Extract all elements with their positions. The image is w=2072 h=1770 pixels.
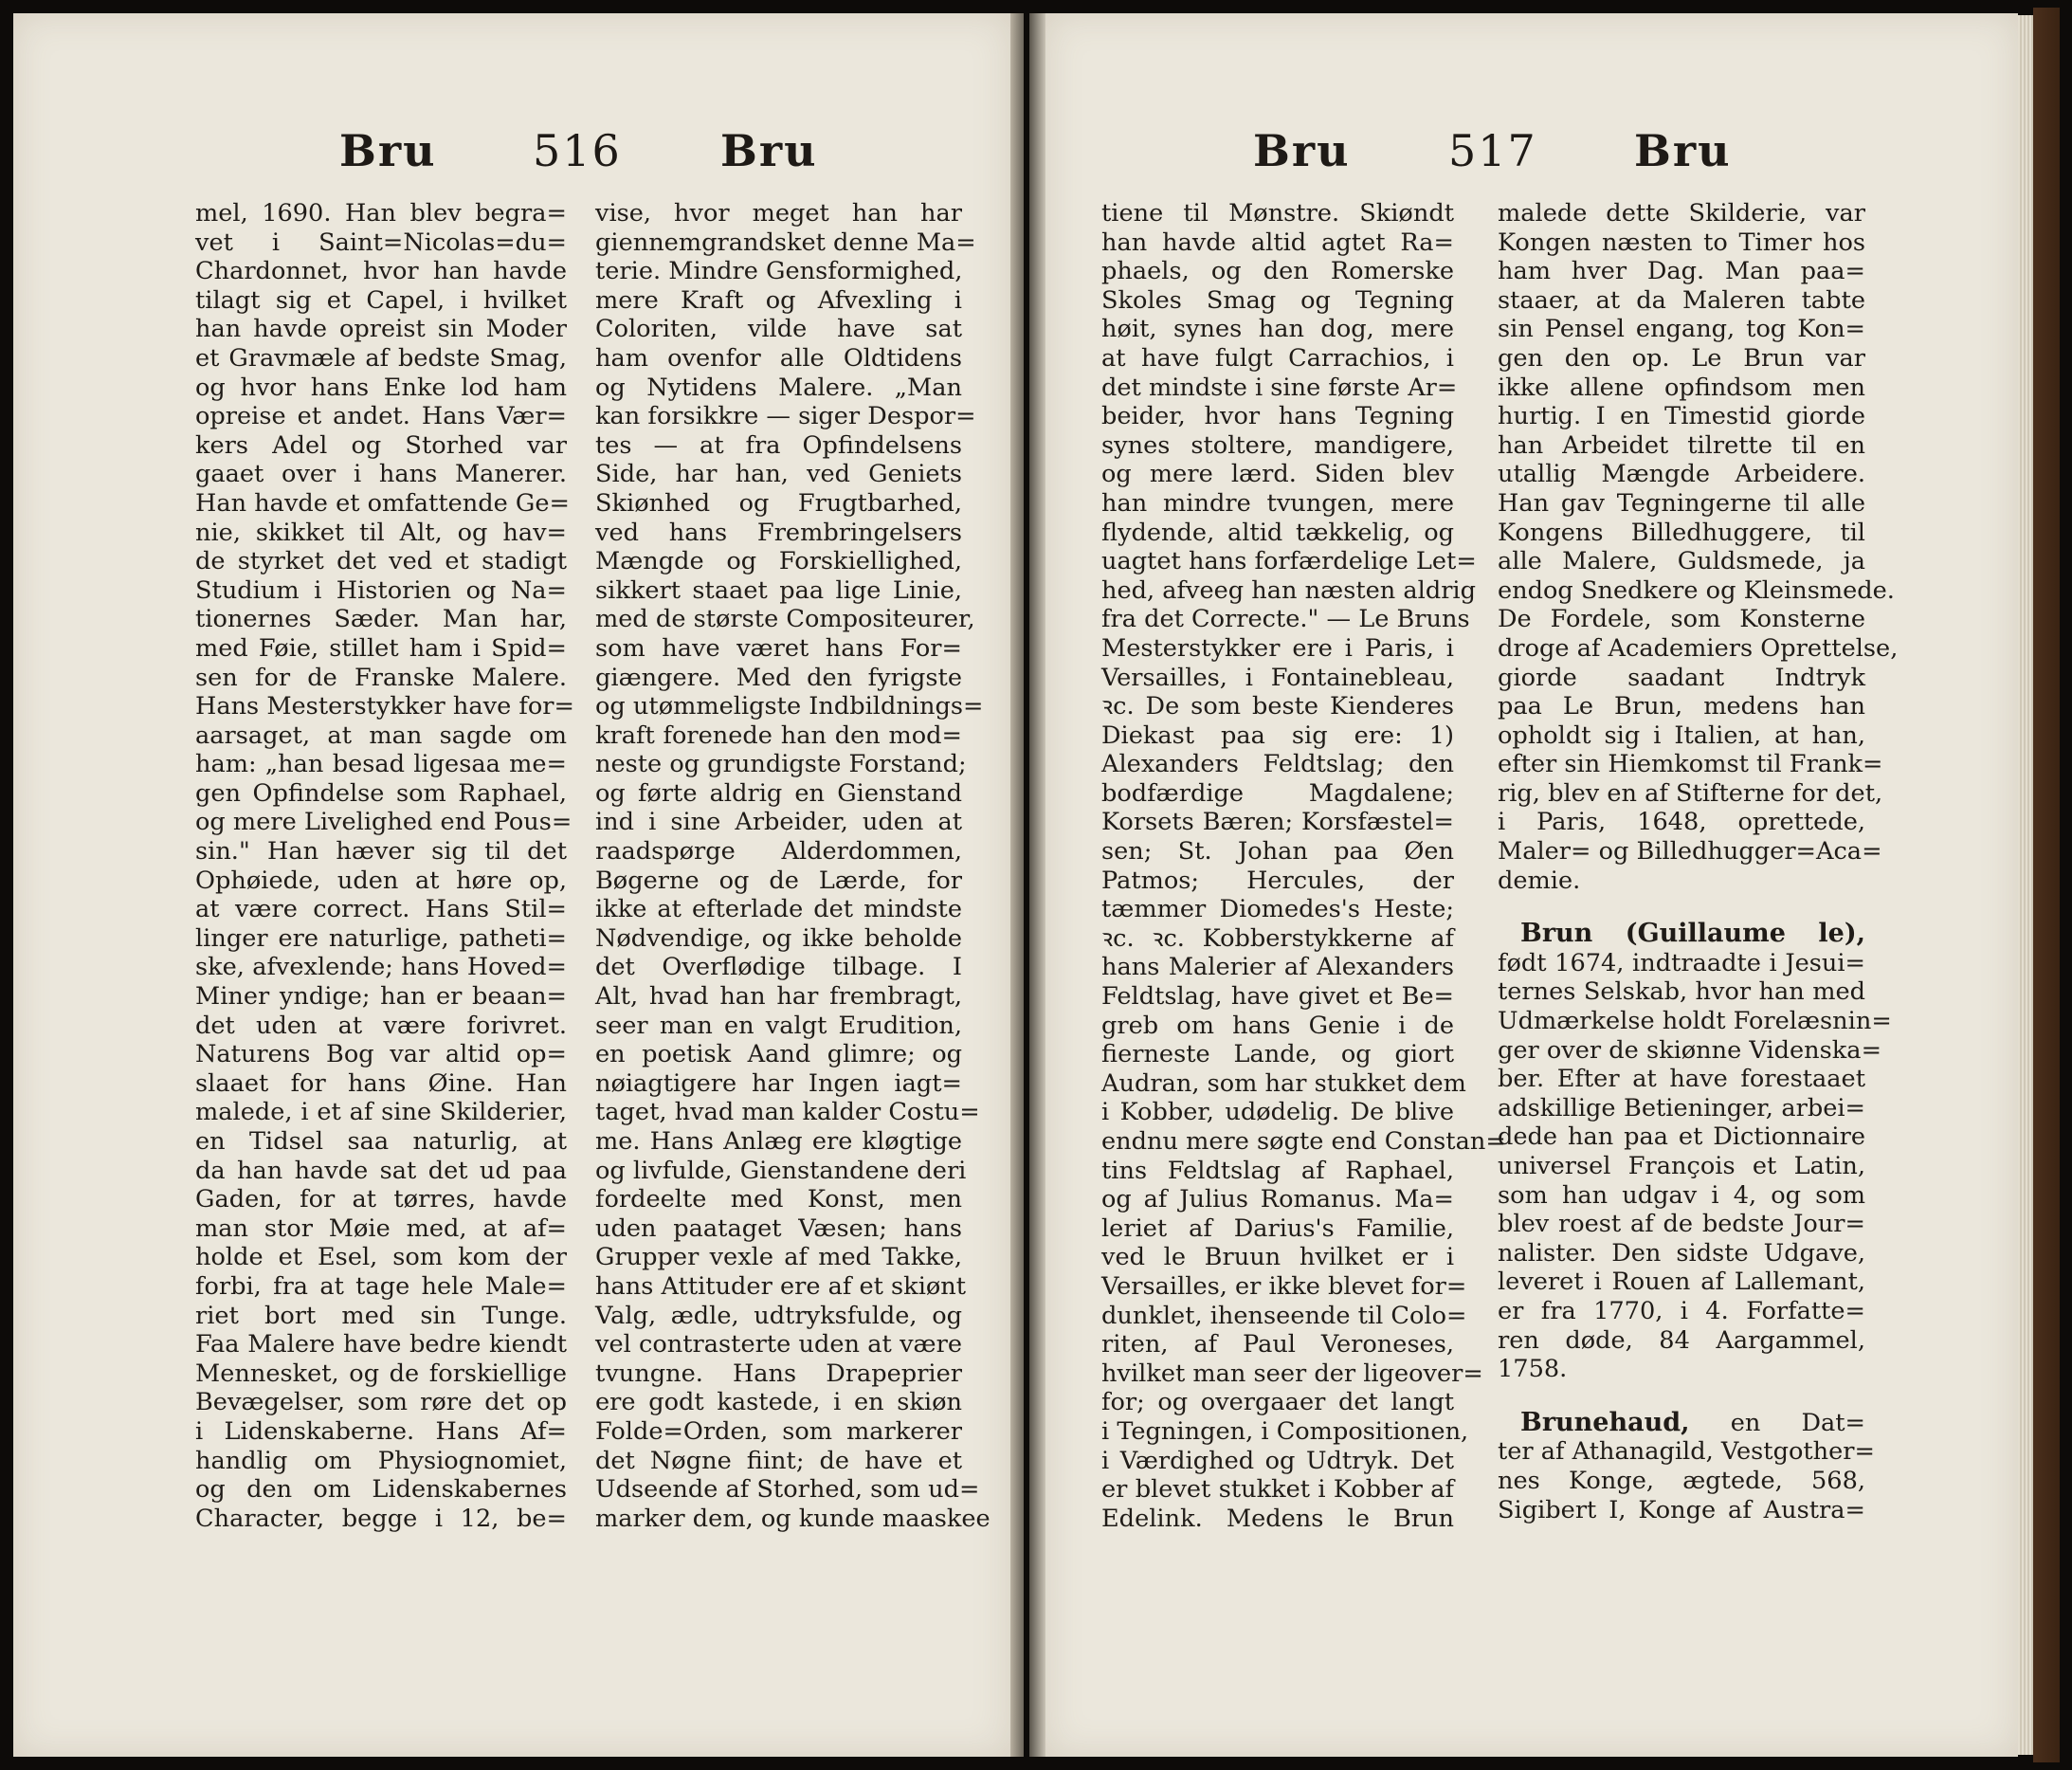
text-line: staaer, at da Maleren tabte [1498,285,1865,315]
text-line: og mere Livelighed end Pous= [195,808,573,837]
text-line: ikke allene opfindsom men [1498,373,1865,402]
text-line: dunklet, ihenseende til Colo= [1101,1301,1467,1330]
text-line: Naturens Bog var altid op= [195,1040,567,1069]
text-line: gen Opfindelse som Raphael, [195,778,567,808]
text-line: slaaet for hans Øine. Han [195,1068,567,1098]
text-line: ter af Athanagild, Vestgother= [1498,1437,1875,1467]
text-line: Skoles Smag og Tegning [1101,285,1454,315]
text-line: Studium i Historien og Na= [195,575,567,605]
text-line: Folde=Orden, som markerer [595,1416,962,1446]
text-line: en Tidsel saa naturlig, at [195,1127,567,1156]
text-line: ske, afvexlende; hans Hoved= [195,953,567,982]
text-line: sin." Han hæver sig til det [195,837,567,867]
left-header-right: Bru [720,125,818,176]
text-line: rig, blev en af Stifterne for det, [1498,778,1883,808]
text-line: tilagt sig et Capel, i hvilket [195,285,567,315]
text-line: Alt, hvad han har frembragt, [595,982,962,1012]
text-line: Alexanders Feldtslag; den [1101,750,1454,779]
right-header-left: Bru [1253,125,1351,176]
text-line: ber. Efter at have forestaaet [1498,1065,1865,1094]
text-line: Hans Mesterstykker have for= [195,692,574,721]
text-line: vel contrasterte uden at være [595,1330,962,1359]
entry-headword: Brunehaud, [1520,1407,1690,1437]
text-line: det Nøgne fiint; de have et [595,1446,962,1475]
text-line: Udseende af Storhed, som ud= [595,1475,980,1505]
text-line: høit, synes han dog, mere [1101,315,1454,344]
text-line: ger over de skiønne Videnska= [1498,1035,1882,1065]
text-line: Versailles, i Fontainebleau, [1101,663,1454,692]
text-line: er fra 1770, i 4. Forfatte= [1498,1296,1865,1325]
text-line: nie, skikket til Alt, og hav= [195,518,567,547]
text-line: og hvor hans Enke lod ham [195,373,567,402]
text-line: blev roest af de bedste Jour= [1498,1210,1865,1239]
text-line: holde et Esel, som kom der [195,1243,567,1272]
text-line: neste og grundigste Forstand; [595,750,967,779]
text-line: tins Feldtslag af Raphael, [1101,1156,1454,1185]
text-line: de styrket det ved et stadigt [195,547,567,576]
text-line: opreise et andet. Hans Vær= [195,402,567,431]
text-line: riten, af Paul Veroneses, [1101,1330,1454,1359]
right-header-right: Bru [1634,125,1732,176]
text-line: da han havde sat det ud paa [195,1156,567,1185]
text-line: hurtig. I en Timestid giorde [1498,402,1865,431]
text-line: det uden at være forivret. [195,1011,567,1040]
text-line: greb om hans Genie i de [1101,1011,1454,1040]
text-line: ind i sine Arbeider, uden at [595,808,962,837]
text-line: og Nytidens Malere. „Man [595,373,962,402]
text-line: hans Malerier af Alexanders [1101,953,1454,982]
text-line: Valg, ædle, udtryksfulde, og [595,1301,962,1330]
text-line: droge af Academiers Oprettelse, [1498,633,1899,663]
text-line: Han havde et omfattende Ge= [195,488,570,518]
text-line: Korsets Bæren; Korsfæstel= [1101,808,1454,837]
text-line: gaaet over i hans Manerer. [195,460,567,489]
text-line: i Paris, 1648, oprettede, [1498,808,1865,837]
text-line: Versailles, er ikke blevet for= [1101,1271,1467,1301]
text-line: og af Julius Romanus. Ma= [1101,1185,1454,1214]
text-line: giennemgrandsket denne Ma= [595,228,976,257]
text-line: nes Konge, ægtede, 568, [1498,1466,1865,1495]
text-line: vise, hvor meget han har [595,199,962,228]
text-line: at have fulgt Carrachios, i [1101,343,1454,373]
text-line: me. Hans Anlæg ere kløgtige [595,1127,962,1156]
right-page-column-1 [1101,199,1506,1533]
text-line: han havde altid agtet Ra= [1101,228,1454,257]
text-line: ved le Bruun hvilket er i [1101,1243,1454,1272]
text-line: Patmos; Hercules, der [1101,866,1454,895]
left-page-column-1 [195,199,574,1533]
text-line: ren døde, 84 Aargammel, [1498,1325,1865,1355]
entry-text: en Dat= [1689,1408,1865,1437]
text-line: ham: „han besad ligesaa me= [195,750,567,779]
text-line: uagtet hans forfærdelige Let= [1101,547,1477,576]
text-line: alle Malere, Guldsmede, ja [1498,547,1865,576]
text-line: demie. [1498,866,1581,895]
text-line: tæmmer Diomedes's Heste; [1101,895,1454,924]
text-line: fra det Correcte." — Le Bruns [1101,605,1470,634]
text-line: Gaden, for at tørres, havde [195,1185,567,1214]
text-line: ikke at efterlade det mindste [595,895,962,924]
text-line: og livfulde, Gienstandene deri [595,1156,967,1185]
text-line: at være correct. Hans Stil= [195,895,567,924]
text-line: Character, begge i 12, be= [195,1504,567,1533]
text-line: et Gravmæle af bedste Smag, [195,343,567,373]
entry-first-line [1498,1409,1865,1438]
text-line: hed, afveeg han næsten aldrig [1101,575,1477,605]
right-page-column-2 [1498,199,1899,1524]
entry-headword: Brun (Guillaume le), [1520,919,1865,949]
text-line: De Fordele, som Konsterne [1498,605,1865,634]
text-line: og mere lærd. Siden blev [1101,460,1454,489]
text-line: linger ere naturlige, patheti= [195,923,567,953]
text-line: og den om Lidenskabernes [195,1475,567,1505]
text-line: bodfærdige Magdalene; [1101,778,1454,808]
text-line: giængere. Med den fyrigste [595,663,962,692]
text-line: i Lidenskaberne. Hans Af= [195,1416,567,1446]
text-line: ꝛc. De som beste Kienderes [1101,692,1454,721]
text-line: seer man en valgt Erudition, [595,1011,962,1040]
text-line: ham hver Dag. Man paa= [1498,257,1865,286]
text-line: Mennesket, og de forskiellige [195,1359,567,1388]
text-line: Side, har han, ved Geniets [595,460,962,489]
text-line: for; og overgaaer det langt [1101,1388,1454,1417]
text-line: fordeelte med Konst, men [595,1185,962,1214]
text-line: mere Kraft og Afvexling i [595,285,962,315]
text-line: malede, i et af sine Skilderier, [195,1098,567,1127]
text-line: universel François et Latin, [1498,1152,1865,1180]
left-page-column-2 [595,199,991,1533]
book-cover [2033,8,2060,1762]
text-line: Coloriten, vilde have sat [595,315,962,344]
text-line: riet bort med sin Tunge. [195,1301,567,1330]
text-line: aarsaget, at man sagde om [195,721,567,750]
text-line: Mængde og Forskiellighed, [595,547,962,576]
text-line: Nødvendige, og ikke beholde [595,923,962,953]
text-line: og førte aldrig en Gienstand [595,778,962,808]
text-line: sin Pensel engang, tog Kon= [1498,315,1865,344]
text-line: sen; St. Johan paa Øen [1101,837,1454,867]
text-line: Bevægelser, som røre det op [195,1388,567,1417]
text-line: Miner yndige; han er beaan= [195,982,567,1012]
text-line: nøiagtigere har Ingen iagt= [595,1068,962,1098]
right-gutter-shadow [1029,13,1045,1757]
text-line: Skiønhed og Frugtbarhed, [595,488,962,518]
text-line: som have været hans For= [595,633,962,663]
text-line: Kongen næsten to Timer hos [1498,228,1865,257]
text-line: en poetisk Aand glimre; og [595,1040,962,1069]
text-line: tvungne. Hans Drapeprier [595,1359,962,1388]
text-line: uden paataget Væsen; hans [595,1213,962,1243]
text-line: opholdt sig i Italien, at han, [1498,721,1865,750]
text-line: i Værdighed og Udtryk. Det [1101,1446,1454,1475]
text-line: adskillige Betieninger, arbei= [1498,1093,1865,1122]
text-line: utallig Mængde Arbeidere. [1498,460,1865,489]
text-line: Feldtslag, have givet et Be= [1101,982,1454,1012]
text-line: Udmærkelse holdt Forelæsnin= [1498,1007,1892,1036]
text-line: marker dem, og kunde maaskee [595,1504,991,1533]
text-line: man stor Møie med, at af= [195,1213,567,1243]
text-line: som han udgav i 4, og som [1498,1180,1865,1210]
text-line: det Overflødige tilbage. I [595,953,962,982]
text-line: Ophøiede, uden at høre op, [195,866,567,895]
text-line: phaels, og den Romerske [1101,257,1454,286]
text-line: beider, hvor hans Tegning [1101,402,1454,431]
text-line: og utømmeligste Indbildnings= [595,692,984,721]
text-line: 1758. [1498,1355,1568,1384]
text-line: er blevet stukket i Kobber af [1101,1475,1454,1505]
text-line: hans Attituder ere af et skiønt [595,1271,967,1301]
text-line: kraft forenede han den mod= [595,721,962,750]
text-line: malede dette Skilderie, var [1498,199,1865,228]
text-line: i Kobber, udødelig. De blive [1101,1098,1454,1127]
text-line: han mindre tvungen, mere [1101,488,1454,518]
text-line: Han gav Tegningerne til alle [1498,488,1865,518]
left-page-number: 516 [533,125,622,176]
text-line: Grupper vexle af med Takke, [595,1243,962,1272]
text-line: han Arbeidet tilrette til en [1498,430,1865,460]
text-line: ꝛc. ꝛc. Kobberstykkerne af [1101,923,1454,953]
text-line: Mesterstykker ere i Paris, i [1101,633,1454,663]
text-line: handlig om Physiognomiet, [195,1446,567,1475]
text-line: Edelink. Medens le Brun [1101,1504,1454,1533]
text-line: ved hans Frembringelsers [595,518,962,547]
text-line: hvilket man seer der ligeover= [1101,1359,1483,1388]
text-line: flydende, altid tækkelig, og [1101,518,1454,547]
right-page-number: 517 [1448,125,1537,176]
text-line: Chardonnet, hvor han havde [195,257,567,286]
text-line: sen for de Franske Malere. [195,663,567,692]
text-line: giorde saadant Indtryk [1498,663,1865,692]
text-line: sikkert staaet paa lige Linie, [595,575,962,605]
text-line: kers Adel og Storhed var [195,430,567,460]
text-line: Kongens Billedhuggere, til [1498,518,1865,547]
text-line: raadspørge Alderdommen, [595,837,962,867]
text-line: han havde opreist sin Moder [195,315,567,344]
text-line: fierneste Lande, og giort [1101,1040,1454,1069]
text-line: ternes Selskab, hvor han med [1498,977,1865,1007]
text-line: Faa Malere have bedre kiendt [195,1330,567,1359]
text-line: tionernes Sæder. Man har, [195,605,567,634]
text-line: terie. Mindre Gensformighed, [595,257,963,286]
text-line: paa Le Brun, medens han [1498,692,1865,721]
text-line: Audran, som har stukket dem [1101,1068,1466,1098]
text-line: Maler= og Billedhugger=Aca= [1498,837,1882,867]
text-line: synes stoltere, mandigere, [1101,430,1454,460]
text-line: født 1674, indtraadte i Jesui= [1498,948,1865,977]
text-line: ere godt kastede, i en skiøn [595,1388,962,1417]
text-line: Diekast paa sig ere: 1) [1101,721,1454,750]
text-line: taget, hvad man kalder Costu= [595,1098,980,1127]
text-line: tes — at fra Opfindelsens [595,430,962,460]
text-line: forbi, fra at tage hele Male= [195,1271,567,1301]
text-line: leveret i Rouen af Lallemant, [1498,1268,1865,1297]
text-line: kan forsikkre — siger Despor= [595,402,976,431]
page-edges [2018,15,2033,1755]
paragraph-gap [1498,1384,1865,1409]
text-line: vet i Saint=Nicolas=du= [195,228,567,257]
text-line: nalister. Den sidste Udgave, [1498,1238,1865,1268]
left-header-left: Bru [339,125,437,176]
left-gutter-shadow [1010,13,1024,1757]
text-line: Bøgerne og de Lærde, for [595,866,962,895]
text-line: med Føie, stillet ham i Spid= [195,633,567,663]
text-line: med de største Compositeurer, [595,605,975,634]
text-line: dede han paa et Dictionnaire [1498,1122,1865,1152]
text-line: i Tegningen, i Compositionen, [1101,1416,1469,1446]
text-line: det mindste i sine første Ar= [1101,373,1458,402]
paragraph-gap [1498,895,1865,920]
text-line: mel, 1690. Han blev begra= [195,199,567,228]
text-line: tiene til Mønstre. Skiøndt [1101,199,1454,228]
text-line: ham ovenfor alle Oldtidens [595,343,962,373]
text-line: endnu mere søgte end Constan= [1101,1127,1506,1156]
text-line: efter sin Hiemkomst til Frank= [1498,750,1883,779]
text-line: endog Snedkere og Kleinsmede. [1498,575,1895,605]
text-line: Sigibert I, Konge af Austra= [1498,1495,1865,1524]
text-line: gen den op. Le Brun var [1498,343,1865,373]
text-line: leriet af Darius's Familie, [1101,1213,1454,1243]
